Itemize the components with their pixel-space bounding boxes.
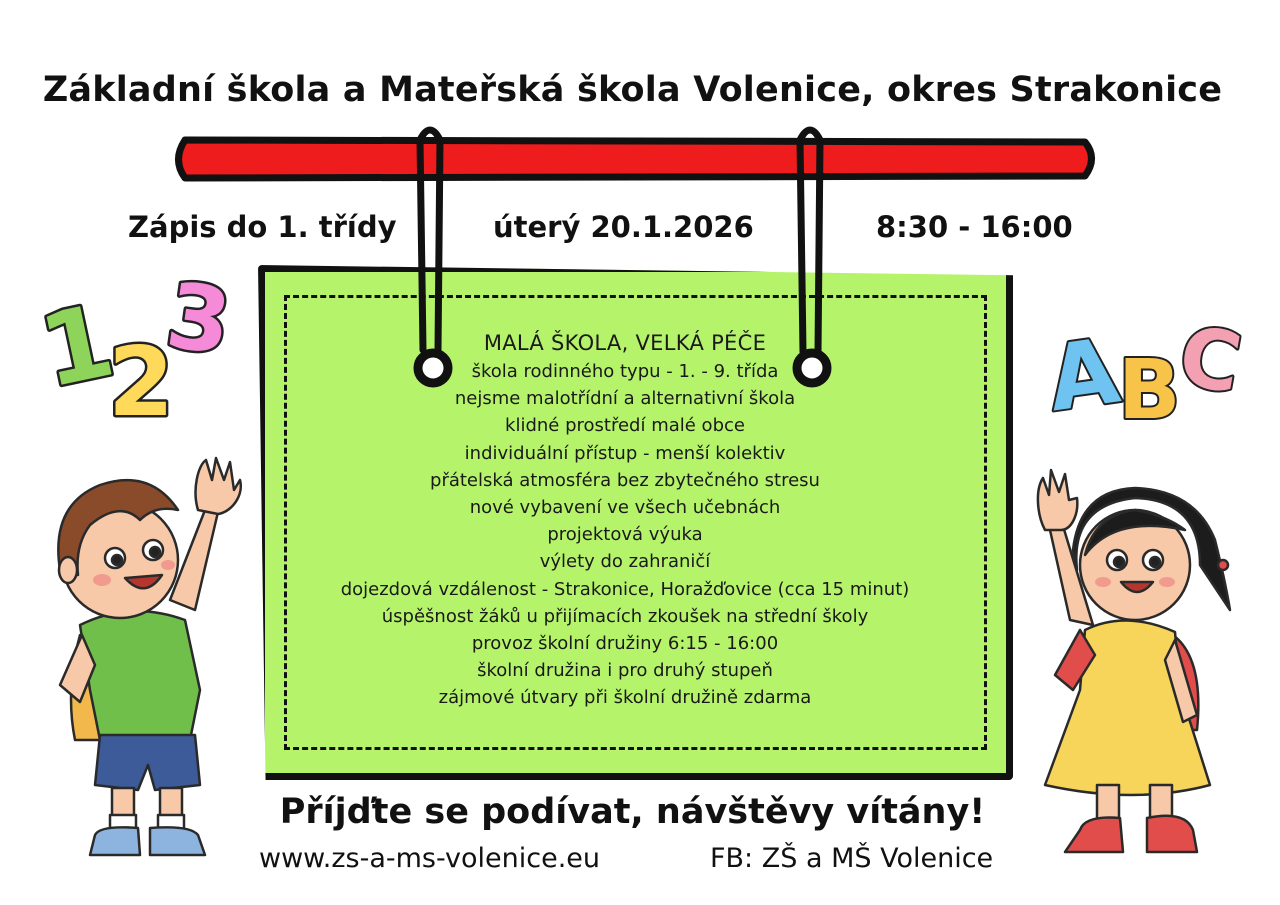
number-two: 2 (108, 328, 175, 438)
number-one: 1 (30, 281, 124, 411)
list-item: zájmové útvary při školní družině zdarma (438, 687, 812, 709)
website-link[interactable]: www.zs-a-ms-volenice.eu (259, 843, 600, 874)
board-heading: MALÁ ŠKOLA, VELKÁ PÉČE (483, 331, 767, 355)
letters-abc-icon (1040, 300, 1270, 440)
list-item: úspěšnost žáků u přijímacích zkoušek na střední školy (381, 605, 869, 627)
list-item: klidné prostředí malé obce (505, 415, 745, 437)
list-item: individuální přístup - menší kolektiv (464, 442, 786, 464)
enrollment-time: 8:30 - 16:00 (876, 210, 1073, 244)
list-item: dojezdová vzdálenost - Strakonice, Horažďovice (cca 15 minut) (340, 578, 910, 600)
list-item: nejsme malotřídní a alternativní škola (454, 388, 796, 410)
facebook-link[interactable]: FB: ZŠ a MŠ Volenice (710, 843, 994, 874)
list-item: škola rodinného typu - 1. - 9. třída (471, 361, 779, 382)
letter-c: C (1172, 308, 1248, 413)
list-item: přátelská atmosféra bez zbytečného stresu (430, 469, 820, 491)
page-title: Základní škola a Mateřská škola Volenice, okres Strakonice (42, 70, 1223, 110)
list-item: výlety do zahraničí (539, 551, 711, 573)
letter-a: A (1041, 318, 1126, 433)
list-item: nové vybavení ve všech učebnách (469, 497, 781, 519)
letter-b: B (1118, 343, 1181, 438)
benefits-list (298, 328, 952, 712)
numbers-123-icon (30, 255, 270, 438)
number-three: 3 (160, 263, 238, 376)
enrollment-date: úterý 20.1.2026 (493, 210, 754, 244)
list-item: školní družina i pro druhý stupeň (477, 660, 773, 682)
call-to-action: Příjďte se podívat, návštěvy vítány! (279, 792, 986, 832)
list-item: projektová výuka (547, 524, 703, 546)
list-item: provoz školní družiny 6:15 - 16:00 (471, 633, 779, 655)
enrollment-label: Zápis do 1. třídy (128, 210, 397, 244)
